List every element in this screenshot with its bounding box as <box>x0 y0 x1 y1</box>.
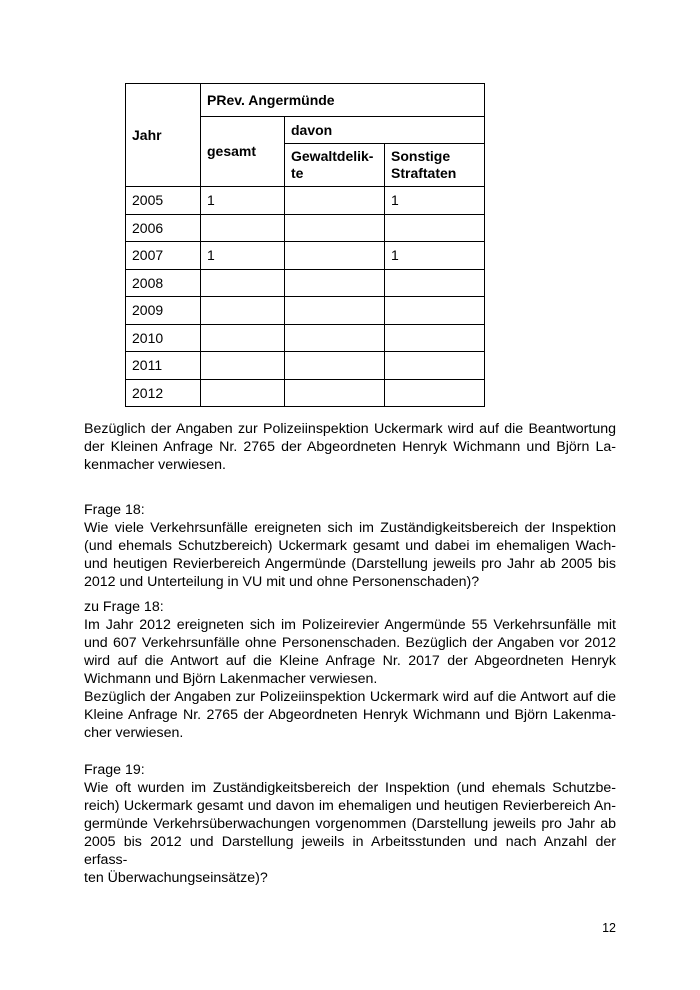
answer-18 <box>84 598 616 742</box>
cell-year: 2008 <box>126 270 201 297</box>
cell-violent <box>285 380 385 407</box>
cell-year: 2011 <box>126 352 201 380</box>
cell-violent <box>285 215 385 242</box>
text-line: wird auf die Antwort auf die Kleine Anfrage Nr. 2017 der Abgeordneten Henryk <box>84 653 616 669</box>
header-year: Jahr <box>126 84 201 187</box>
table-row <box>126 297 485 325</box>
cell-other <box>385 215 485 242</box>
cell-year: 2006 <box>126 215 201 242</box>
text-line: und heutigen Revierbereich Angermünde (Darstellung jeweils pro Jahr ab 2005 bis <box>84 556 616 572</box>
cell-total <box>201 270 285 297</box>
cell-total <box>201 352 285 380</box>
page-number: 12 <box>602 921 616 935</box>
table-row <box>126 270 485 297</box>
header-davon: davon <box>285 117 485 144</box>
question-19-label: Frage 19: <box>84 762 145 778</box>
cell-total <box>201 297 285 325</box>
text-line: Wichmann und Björn Lakenmacher verwiesen. <box>84 671 378 687</box>
cell-violent <box>285 325 385 352</box>
header-total: gesamt <box>201 117 285 187</box>
cell-other <box>385 297 485 325</box>
text-line: Im Jahr 2012 ereigneten sich im Polizeirevier Angermünde 55 Verkehrsunfälle mit <box>84 617 616 633</box>
cell-year: 2012 <box>126 380 201 407</box>
question-18 <box>84 501 616 591</box>
cell-other <box>385 325 485 352</box>
text-line: reich) Uckermark gesamt und davon im ehemaligen und heutigen Revierbereich An- <box>84 798 616 814</box>
text-line: ten Überwachungseinsätze)? <box>84 870 268 886</box>
cell-total <box>201 380 285 407</box>
text-line: 2012 und Unterteilung in VU mit und ohne Personenschaden)? <box>84 574 480 590</box>
table-row <box>126 242 485 270</box>
answer-18-label: zu Frage 18: <box>84 599 164 615</box>
cell-other <box>385 270 485 297</box>
cell-total <box>201 215 285 242</box>
header-other-crimes: Sonstige Straftaten <box>385 144 485 187</box>
text-line: kenmacher verwiesen. <box>84 457 226 473</box>
cell-other: 1 <box>385 242 485 270</box>
header-prev-angermuende: PRev. Angermünde <box>201 84 485 117</box>
question-19 <box>84 761 616 887</box>
text-line: 2005 bis 2012 und Darstellung jeweils in Arbeitsstunden und nach Anzahl der erfass- <box>84 834 616 868</box>
table-row <box>126 187 485 215</box>
cell-total <box>201 325 285 352</box>
table-row <box>126 325 485 352</box>
cell-year: 2007 <box>126 242 201 270</box>
cell-violent <box>285 187 385 215</box>
cell-violent <box>285 297 385 325</box>
cell-violent <box>285 270 385 297</box>
text-line: Wie oft wurden im Zuständigkeitsbereich der Inspektion (und ehemals Schutzbe- <box>84 780 616 796</box>
text-line: Bezüglich der Angaben zur Polizeiinspektion Uckermark wird auf die Beantwortung <box>84 421 616 437</box>
cell-violent <box>285 242 385 270</box>
text-line: Kleine Anfrage Nr. 2765 der Abgeordneten Henryk Wichmann und Björn Lakenma- <box>84 707 616 723</box>
question-18-label: Frage 18: <box>84 502 145 518</box>
cell-other <box>385 380 485 407</box>
header-violent-crimes: Gewaltdelik- te <box>285 144 385 187</box>
cell-total: 1 <box>201 187 285 215</box>
cell-total: 1 <box>201 242 285 270</box>
text-line: germünde Verkehrsüberwachungen vorgenommen (Darstellung jeweils pro Jahr ab <box>84 816 616 832</box>
text-line: Bezüglich der Angaben zur Polizeiinspektion Uckermark wird auf die Antwort auf die <box>84 689 616 705</box>
cell-violent <box>285 352 385 380</box>
cell-other <box>385 352 485 380</box>
table-row <box>126 352 485 380</box>
text-line: und 607 Verkehrsunfälle ohne Personenschaden. Bezüglich der Angaben vor 2012 <box>84 635 616 651</box>
table-row <box>126 215 485 242</box>
cell-year: 2005 <box>126 187 201 215</box>
cell-other: 1 <box>385 187 485 215</box>
text-line: cher verwiesen. <box>84 725 184 741</box>
text-line: (und ehemals Schutzbereich) Uckermark gesamt und dabei im ehemaligen Wach- <box>84 538 616 554</box>
reference-paragraph <box>84 420 616 474</box>
crime-statistics-table <box>125 83 485 407</box>
cell-year: 2009 <box>126 297 201 325</box>
text-line: der Kleinen Anfrage Nr. 2765 der Abgeordneten Henryk Wichmann und Björn La- <box>84 439 616 455</box>
text-line: Wie viele Verkehrsunfälle ereigneten sich im Zuständigkeitsbereich der Inspektion <box>84 520 616 536</box>
table-row <box>126 380 485 407</box>
cell-year: 2010 <box>126 325 201 352</box>
